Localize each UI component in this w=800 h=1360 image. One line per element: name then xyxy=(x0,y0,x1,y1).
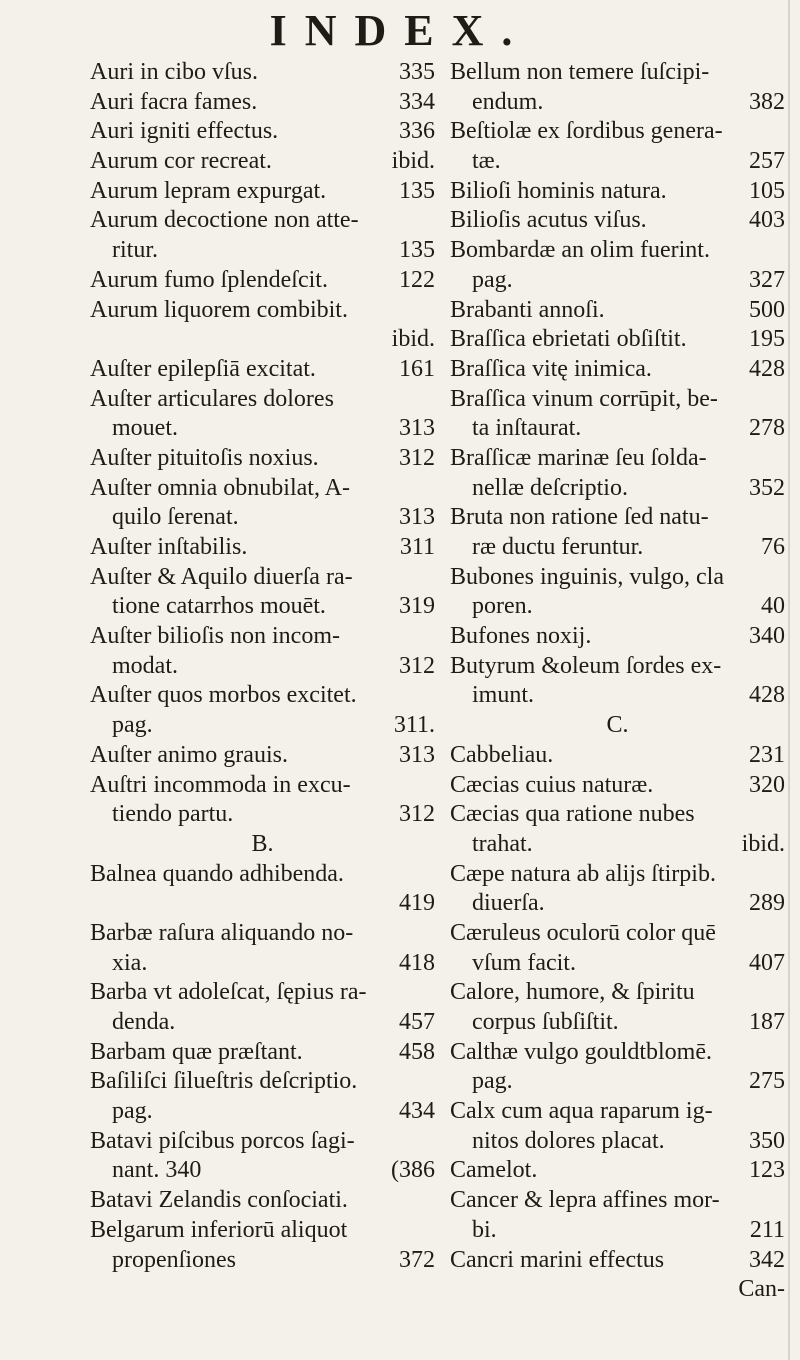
entry-text: Camelot. xyxy=(450,1157,538,1184)
index-entry xyxy=(90,385,435,415)
entry-text: Bubones inguinis, vulgo, cla xyxy=(450,563,724,590)
entry-text: Cæcias cuius naturæ. xyxy=(450,771,654,798)
entry-text: tiendo partu. xyxy=(112,801,234,828)
page-number: 313 xyxy=(399,741,435,768)
index-entry xyxy=(450,1216,785,1246)
entry-text: ræ ductu feruntur. xyxy=(472,534,644,560)
index-entry xyxy=(450,949,785,979)
index-entry xyxy=(450,1246,785,1276)
entry-text: tione catarrhos mouēt. xyxy=(112,593,326,620)
page-number: 434 xyxy=(399,1098,435,1125)
index-entry xyxy=(450,503,785,533)
entry-text: Auſter inſtabilis. xyxy=(90,534,248,560)
entry-text: Auſter bilioſis non incom- xyxy=(90,623,340,650)
page-number: 312 xyxy=(399,801,435,828)
index-entry xyxy=(450,385,785,415)
index-entry xyxy=(90,355,435,385)
index-entry xyxy=(90,1186,435,1216)
entry-text: Barba vt adoleſcat, ſępius ra- xyxy=(90,979,367,1006)
index-entry xyxy=(90,1156,435,1186)
entry-text: ta inſtaurat. xyxy=(472,415,582,442)
index-entry xyxy=(90,978,435,1008)
index-entry xyxy=(450,1097,785,1127)
index-entry xyxy=(450,296,785,326)
page-number: 350 xyxy=(749,1127,785,1154)
index-entry xyxy=(450,325,785,355)
page-number: 195 xyxy=(749,326,785,353)
index-entry xyxy=(450,1186,785,1216)
page-number: 278 xyxy=(749,415,785,442)
page-number: 313 xyxy=(399,504,435,531)
entry-text: C. xyxy=(606,712,629,739)
index-entry xyxy=(450,800,785,830)
entry-text: Balnea quando adhibenda. xyxy=(90,860,344,887)
page-number: 334 xyxy=(399,88,435,115)
index-entry xyxy=(450,147,785,177)
index-entry xyxy=(90,681,435,711)
index-entry xyxy=(90,1127,435,1157)
index-entry xyxy=(450,563,785,593)
page-number: 275 xyxy=(749,1068,785,1095)
entry-text: Barbam quæ præſtant. xyxy=(90,1038,303,1065)
entry-text: pag. xyxy=(112,1098,153,1125)
index-entry xyxy=(450,236,785,266)
page-number: 428 xyxy=(749,355,785,382)
entry-text: Calx cum aqua raparum ig- xyxy=(450,1098,713,1125)
index-entry xyxy=(450,117,785,147)
entry-text: Auſter omnia obnubilat, A- xyxy=(90,474,350,501)
index-entry xyxy=(90,414,435,444)
entry-text: Cæruleus oculorū color quē xyxy=(450,919,716,946)
page-number: ibid. xyxy=(391,326,435,353)
entry-text: quilo ſerenat. xyxy=(112,504,239,531)
index-entry xyxy=(90,592,435,622)
page-number: 289 xyxy=(749,890,785,917)
page-number: 187 xyxy=(749,1009,785,1035)
index-entry xyxy=(450,681,785,711)
entry-text: Butyrum &oleum ſordes ex- xyxy=(450,652,722,679)
page-number: 352 xyxy=(749,474,785,501)
index-entry xyxy=(450,58,785,88)
index-entry xyxy=(90,889,435,919)
entry-text: Barbæ raſura aliquando no- xyxy=(90,919,354,946)
entry-text: Braſſica vinum corrūpit, be- xyxy=(450,385,718,412)
entry-text: nant. 340 xyxy=(112,1157,202,1184)
entry-text: Cabbeliau. xyxy=(450,741,554,768)
entry-text: Batavi piſcibus porcos ſagi- xyxy=(90,1127,355,1154)
index-entry xyxy=(90,860,435,890)
entry-text: trahat. xyxy=(472,830,533,857)
entry-text: Cæcias qua ratione nubes xyxy=(450,801,695,828)
page-number: 123 xyxy=(749,1157,785,1184)
entry-text: Bufones noxij. xyxy=(450,623,592,650)
index-entry xyxy=(90,563,435,593)
entry-text: Aurum decoctione non atte- xyxy=(90,207,359,234)
page-number: 257 xyxy=(749,148,785,175)
index-entry xyxy=(450,889,785,919)
index-entry xyxy=(90,1008,435,1038)
index-entry xyxy=(90,236,435,266)
index-entry xyxy=(450,860,785,890)
entry-text: Auſter quos morbos excitet. xyxy=(90,682,357,709)
index-entry xyxy=(450,266,785,296)
entry-text: nitos dolores placat. xyxy=(472,1127,665,1154)
entry-text: ritur. xyxy=(112,237,158,264)
entry-text: pag. xyxy=(112,712,153,739)
index-entry xyxy=(450,177,785,207)
entry-text: Bellum non temere ſuſcipi- xyxy=(450,59,710,85)
index-entry xyxy=(450,652,785,682)
entry-text: Auſter pituitoſis noxius. xyxy=(90,444,319,471)
entry-text: Aurum cor recreat. xyxy=(90,148,272,175)
index-entry xyxy=(90,533,435,563)
page-number: 161 xyxy=(399,355,435,382)
page-number: 311 xyxy=(399,534,435,560)
page-number: 419 xyxy=(399,890,435,917)
page-number: 313 xyxy=(399,415,435,442)
entry-text: Belgarum inferiorū aliquot xyxy=(90,1216,348,1243)
page-number: 372 xyxy=(399,1246,435,1273)
entry-text: pag. xyxy=(472,1068,513,1095)
index-entry xyxy=(90,1246,435,1276)
entry-text: mouet. xyxy=(112,415,178,442)
index-entry xyxy=(450,1275,785,1305)
index-entry xyxy=(450,978,785,1008)
entry-text: Auri facra fames. xyxy=(90,88,258,115)
index-entry xyxy=(450,88,785,118)
page-number: 342 xyxy=(749,1246,785,1273)
entry-text: Cancri marini effectus xyxy=(450,1246,665,1273)
index-entry xyxy=(90,266,435,296)
index-entry xyxy=(90,741,435,771)
index-entry xyxy=(90,474,435,504)
index-entry xyxy=(450,741,785,771)
index-entry xyxy=(90,830,435,860)
page-number: 40 xyxy=(761,593,785,620)
page-number: 327 xyxy=(749,266,785,293)
entry-text: Calthæ vulgo gouldtblomē. xyxy=(450,1038,712,1065)
page-number: 311. xyxy=(393,712,435,739)
index-entry xyxy=(450,1008,785,1038)
page-number: Can- xyxy=(738,1276,785,1303)
page-number: 231 xyxy=(749,741,785,768)
entry-text: Beſtiolæ ex ſordibus genera- xyxy=(450,118,723,145)
index-entry xyxy=(450,711,785,741)
entry-text: Calore, humore, & ſpiritu xyxy=(450,979,695,1006)
index-entry xyxy=(450,1127,785,1157)
index-entry xyxy=(450,592,785,622)
entry-text: Aurum fumo ſplendeſcit. xyxy=(90,266,328,293)
page-number: 457 xyxy=(399,1009,435,1035)
page-number: ibid. xyxy=(741,830,785,857)
index-entry xyxy=(450,1067,785,1097)
page-number: 335 xyxy=(399,59,435,85)
page-number: 135 xyxy=(399,177,435,204)
index-entry xyxy=(90,652,435,682)
entry-text: Brabanti annoſi. xyxy=(450,296,605,323)
page-number: 458 xyxy=(399,1038,435,1065)
page-number: 382 xyxy=(749,88,785,115)
entry-text: Bilioſi hominis natura. xyxy=(450,177,667,204)
entry-text: imunt. xyxy=(472,682,535,709)
index-entry xyxy=(90,1038,435,1068)
page-edge xyxy=(788,0,790,1360)
index-entry xyxy=(450,771,785,801)
index-entry xyxy=(90,503,435,533)
page-number: ibid. xyxy=(391,148,435,175)
entry-text: Cancer & lepra affines mor- xyxy=(450,1187,720,1214)
entry-text: Braſſica ebrietati obſiſtit. xyxy=(450,326,687,353)
page-number: 312 xyxy=(399,444,435,471)
entry-text: Auſtri incommoda in excu- xyxy=(90,771,351,798)
index-entry xyxy=(90,1216,435,1246)
entry-text: vſum facit. xyxy=(472,949,576,976)
entry-text: pag. xyxy=(472,266,513,293)
page-number: 122 xyxy=(399,266,435,293)
entry-text: xia. xyxy=(112,949,148,976)
entry-text: diuerſa. xyxy=(472,890,545,917)
entry-text: Cæpe natura ab alijs ſtirpib. xyxy=(450,860,716,887)
index-entry xyxy=(450,1156,785,1186)
entry-text: Bilioſis acutus viſus. xyxy=(450,207,647,234)
page-number: 76 xyxy=(761,534,785,560)
page-header: INDEX. xyxy=(269,6,531,55)
index-entry xyxy=(90,296,435,326)
page-number: 105 xyxy=(749,177,785,204)
index-entry xyxy=(450,414,785,444)
page-number: 135 xyxy=(399,237,435,264)
entry-text: endum. xyxy=(472,88,544,115)
index-entry xyxy=(450,533,785,563)
index-entry xyxy=(90,206,435,236)
entry-text: Aurum lepram expurgat. xyxy=(90,177,327,204)
index-entry xyxy=(90,177,435,207)
right-index-column xyxy=(450,58,785,1305)
entry-text: Batavi Zelandis conſociati. xyxy=(90,1187,348,1214)
entry-text: Baſiliſci ſilueſtris deſcriptio. xyxy=(90,1068,358,1095)
entry-text: Auſter & Aquilo diuerſa ra- xyxy=(90,563,353,590)
page-number: 319 xyxy=(399,593,435,620)
page-number: 403 xyxy=(749,207,785,234)
index-entry xyxy=(90,771,435,801)
index-entry xyxy=(90,1097,435,1127)
entry-text: modat. xyxy=(112,652,178,679)
index-entry xyxy=(90,949,435,979)
index-entry xyxy=(90,444,435,474)
page-number: 407 xyxy=(749,949,785,976)
index-entry xyxy=(90,147,435,177)
index-entry xyxy=(90,800,435,830)
entry-text: Auſter articulares dolores xyxy=(90,385,334,412)
page-number: 211 xyxy=(749,1216,785,1243)
page-number: 312 xyxy=(399,652,435,679)
index-entry xyxy=(90,711,435,741)
page-number: 320 xyxy=(749,771,785,798)
entry-text: tæ. xyxy=(472,148,501,175)
index-entry xyxy=(450,622,785,652)
page-number: 428 xyxy=(749,682,785,709)
entry-text: Bruta non ratione ſed natu- xyxy=(450,504,709,531)
entry-text: bi. xyxy=(472,1216,497,1243)
page-number: (386 xyxy=(391,1157,435,1184)
index-entry xyxy=(90,88,435,118)
entry-text: Auſter animo grauis. xyxy=(90,741,288,768)
entry-text: Auri in cibo vſus. xyxy=(90,59,258,85)
entry-text: propenſiones xyxy=(112,1246,236,1273)
entry-text: poren. xyxy=(472,593,533,620)
index-entry xyxy=(450,355,785,385)
index-entry xyxy=(450,830,785,860)
index-entry xyxy=(90,117,435,147)
index-entry xyxy=(450,919,785,949)
entry-text: Bombardæ an olim fuerint. xyxy=(450,237,710,264)
index-entry xyxy=(450,474,785,504)
entry-text: Braſſicæ marinæ ſeu ſolda- xyxy=(450,444,707,471)
entry-text: Aurum liquorem combibit. xyxy=(90,296,348,323)
index-entry xyxy=(90,1067,435,1097)
page-number: 500 xyxy=(749,296,785,323)
page-number: 418 xyxy=(399,949,435,976)
index-entry xyxy=(90,622,435,652)
index-entry xyxy=(90,58,435,88)
entry-text: Auſter epilepſiā excitat. xyxy=(90,355,316,382)
index-entry xyxy=(90,919,435,949)
entry-text: nellæ deſcriptio. xyxy=(472,474,628,501)
left-index-column xyxy=(90,58,435,1275)
index-entry xyxy=(450,444,785,474)
page-number: 336 xyxy=(399,118,435,145)
entry-text: Braſſica vitę inimica. xyxy=(450,355,652,382)
entry-text: B. xyxy=(251,830,274,857)
index-entry xyxy=(90,325,435,355)
index-entry xyxy=(450,206,785,236)
entry-text: Auri igniti effectus. xyxy=(90,118,279,145)
entry-text: corpus ſubſiſtit. xyxy=(472,1009,619,1035)
index-entry xyxy=(450,1038,785,1068)
entry-text: denda. xyxy=(112,1009,176,1035)
page-number: 340 xyxy=(749,623,785,650)
